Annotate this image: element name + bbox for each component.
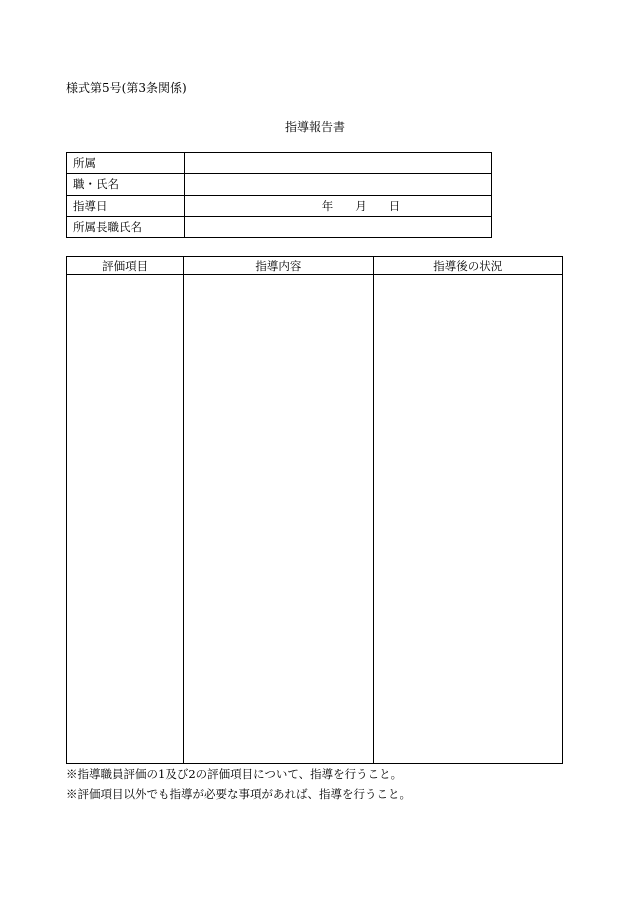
header-guidance-content: 指導内容 bbox=[184, 257, 373, 275]
header-post-guidance-status: 指導後の状況 bbox=[373, 257, 562, 275]
info-table bbox=[66, 152, 492, 238]
info-row-supervisor bbox=[67, 216, 492, 237]
supervisor-label: 所属長職氏名 bbox=[67, 216, 185, 237]
guidance-date-field[interactable] bbox=[185, 195, 492, 216]
guidance-content-cell[interactable] bbox=[184, 275, 373, 764]
guidance-table bbox=[66, 256, 563, 764]
position-name-label: 職・氏名 bbox=[67, 174, 185, 195]
supervisor-field[interactable] bbox=[185, 216, 492, 237]
evaluation-item-cell[interactable] bbox=[67, 275, 184, 764]
info-row-affiliation bbox=[67, 153, 492, 174]
date-units bbox=[191, 197, 491, 215]
form-number: 様式第5号(第3条関係) bbox=[66, 81, 187, 95]
affiliation-label: 所属 bbox=[67, 153, 185, 174]
guidance-date-label: 指導日 bbox=[67, 195, 185, 216]
note-2: ※評価項目以外でも指導が必要な事項があれば、指導を行うこと。 bbox=[66, 787, 411, 801]
date-year-unit: 年 bbox=[321, 198, 334, 213]
affiliation-field[interactable] bbox=[185, 153, 492, 174]
guidance-table-body-row bbox=[67, 275, 563, 764]
post-guidance-status-cell[interactable] bbox=[373, 275, 562, 764]
date-month-unit: 月 bbox=[355, 198, 367, 213]
note-1: ※指導職員評価の1及び2の評価項目について、指導を行うこと。 bbox=[66, 767, 403, 781]
header-evaluation-item: 評価項目 bbox=[67, 257, 184, 275]
document-title: 指導報告書 bbox=[284, 120, 345, 134]
info-row-guidance-date bbox=[67, 195, 492, 216]
position-name-field[interactable] bbox=[185, 174, 492, 195]
guidance-table-header bbox=[67, 257, 563, 275]
info-row-position-name bbox=[67, 174, 492, 195]
date-day-unit: 日 bbox=[388, 198, 401, 213]
